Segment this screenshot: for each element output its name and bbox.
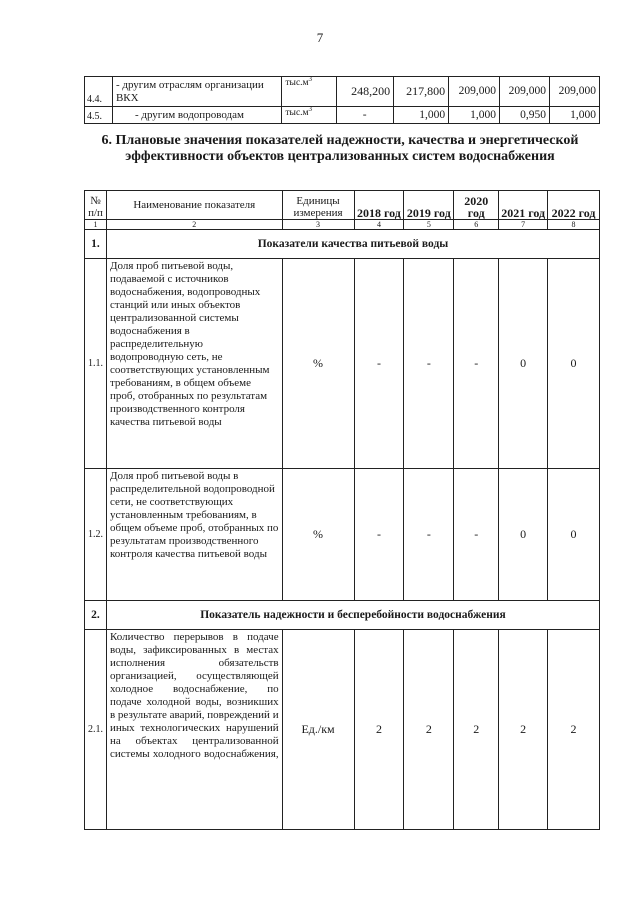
column-numbers-row [85, 220, 600, 230]
value-cell: 248,200 [337, 77, 394, 107]
value-cell: 1,000 [549, 107, 599, 124]
value-cell: 2 [499, 630, 548, 830]
table-row [85, 107, 600, 124]
section-row [85, 601, 600, 630]
value-cell: - [354, 259, 404, 469]
section-heading: Показатель надежности и бесперебойности водоснабжения [106, 601, 599, 630]
table-row [85, 77, 600, 107]
row-number: 1.1. [85, 259, 107, 469]
value-cell: 2 [454, 630, 499, 830]
value-cell: 0 [499, 259, 548, 469]
value-cell: 1,000 [394, 107, 449, 124]
value-cell: - [404, 469, 454, 601]
column-number: 1 [85, 220, 107, 230]
section-number: 1. [85, 230, 107, 259]
unit-cell: % [282, 469, 354, 601]
indicator-name: Доля проб питьевой воды в распределительной водопроводной сети, не соответствующих установленным требованиям, в общем объеме проб, отобранных по результатам производственного контроля качества питьевой воды [106, 469, 282, 601]
page-number: 7 [316, 30, 324, 45]
header-year: 2018 год [354, 191, 404, 220]
indicator-name: Доля проб питьевой воды, подаваемой с источников водоснабжения, водопроводных станций или иных объектов централизованной системы водоснабжения в распределительную водопроводную сеть, не соответствующих установленным требованиям, в общем объеме проб, отобранных по результатам производственного контроля качества питьевой воды [106, 259, 282, 469]
value-cell: 0,950 [500, 107, 550, 124]
header-name: Наименование показателя [106, 191, 282, 220]
value-cell: 209,000 [549, 77, 599, 107]
indicators-table [84, 190, 600, 830]
header-year: 2022 год [548, 191, 600, 220]
header-unit: Единицы измерения [282, 191, 354, 220]
column-number: 6 [454, 220, 499, 230]
table-row [85, 630, 600, 830]
row-name: - другим водопроводам [112, 107, 281, 124]
table-row [85, 259, 600, 469]
value-cell: 2 [404, 630, 454, 830]
table-header-row [85, 191, 600, 220]
row-number: 4.4. [85, 77, 113, 107]
value-cell: - [404, 259, 454, 469]
previous-table-continuation [84, 76, 600, 124]
table-row [85, 469, 600, 601]
column-number: 3 [282, 220, 354, 230]
value-cell: 0 [548, 469, 600, 601]
column-number: 7 [499, 220, 548, 230]
value-cell: 209,000 [449, 77, 500, 107]
value-cell: 217,800 [394, 77, 449, 107]
row-unit: $тыс.м^3$ [282, 107, 337, 124]
section-row [85, 230, 600, 259]
row-number: 2.1. [85, 630, 107, 830]
value-cell: - [454, 259, 499, 469]
section-heading: Показатели качества питьевой воды [106, 230, 599, 259]
row-number: 1.2. [85, 469, 107, 601]
value-cell: 0 [499, 469, 548, 601]
column-number: 4 [354, 220, 404, 230]
header-year: 2020 год [454, 191, 499, 220]
value-cell: - [454, 469, 499, 601]
value-cell: - [337, 107, 394, 124]
unit-cell: Ед./км [282, 630, 354, 830]
header-year: 2019 год [404, 191, 454, 220]
column-number: 5 [404, 220, 454, 230]
column-number: 8 [548, 220, 600, 230]
value-cell: 1,000 [449, 107, 500, 124]
value-cell: 2 [354, 630, 404, 830]
value-cell: 2 [548, 630, 600, 830]
value-cell: 0 [548, 259, 600, 469]
value-cell: - [354, 469, 404, 601]
value-cell: 209,000 [500, 77, 550, 107]
column-number: 2 [106, 220, 282, 230]
section-number: 2. [85, 601, 107, 630]
row-number: 4.5. [85, 107, 113, 124]
header-num: № п/п [85, 191, 107, 220]
header-year: 2021 год [499, 191, 548, 220]
unit-cell: % [282, 259, 354, 469]
indicator-name: Количество перерывов в подаче воды, зафиксированных в местах исполнения обязательств организацией, осуществляющей холодное водоснабжение, по подаче холодной воды, возникших в результате аварий, повреждений и иных технологических нарушений на объектах централизованной системы холодного водоснабжения, [106, 630, 282, 830]
row-name: - другим отраслям организации ВКХ [112, 77, 281, 107]
section-title: 6. Плановые значения показателей надежности, качества и энергетической эффективности объектов централизованных систем водоснабжения [101, 133, 579, 164]
row-unit: $тыс.м^3$ [282, 77, 337, 107]
